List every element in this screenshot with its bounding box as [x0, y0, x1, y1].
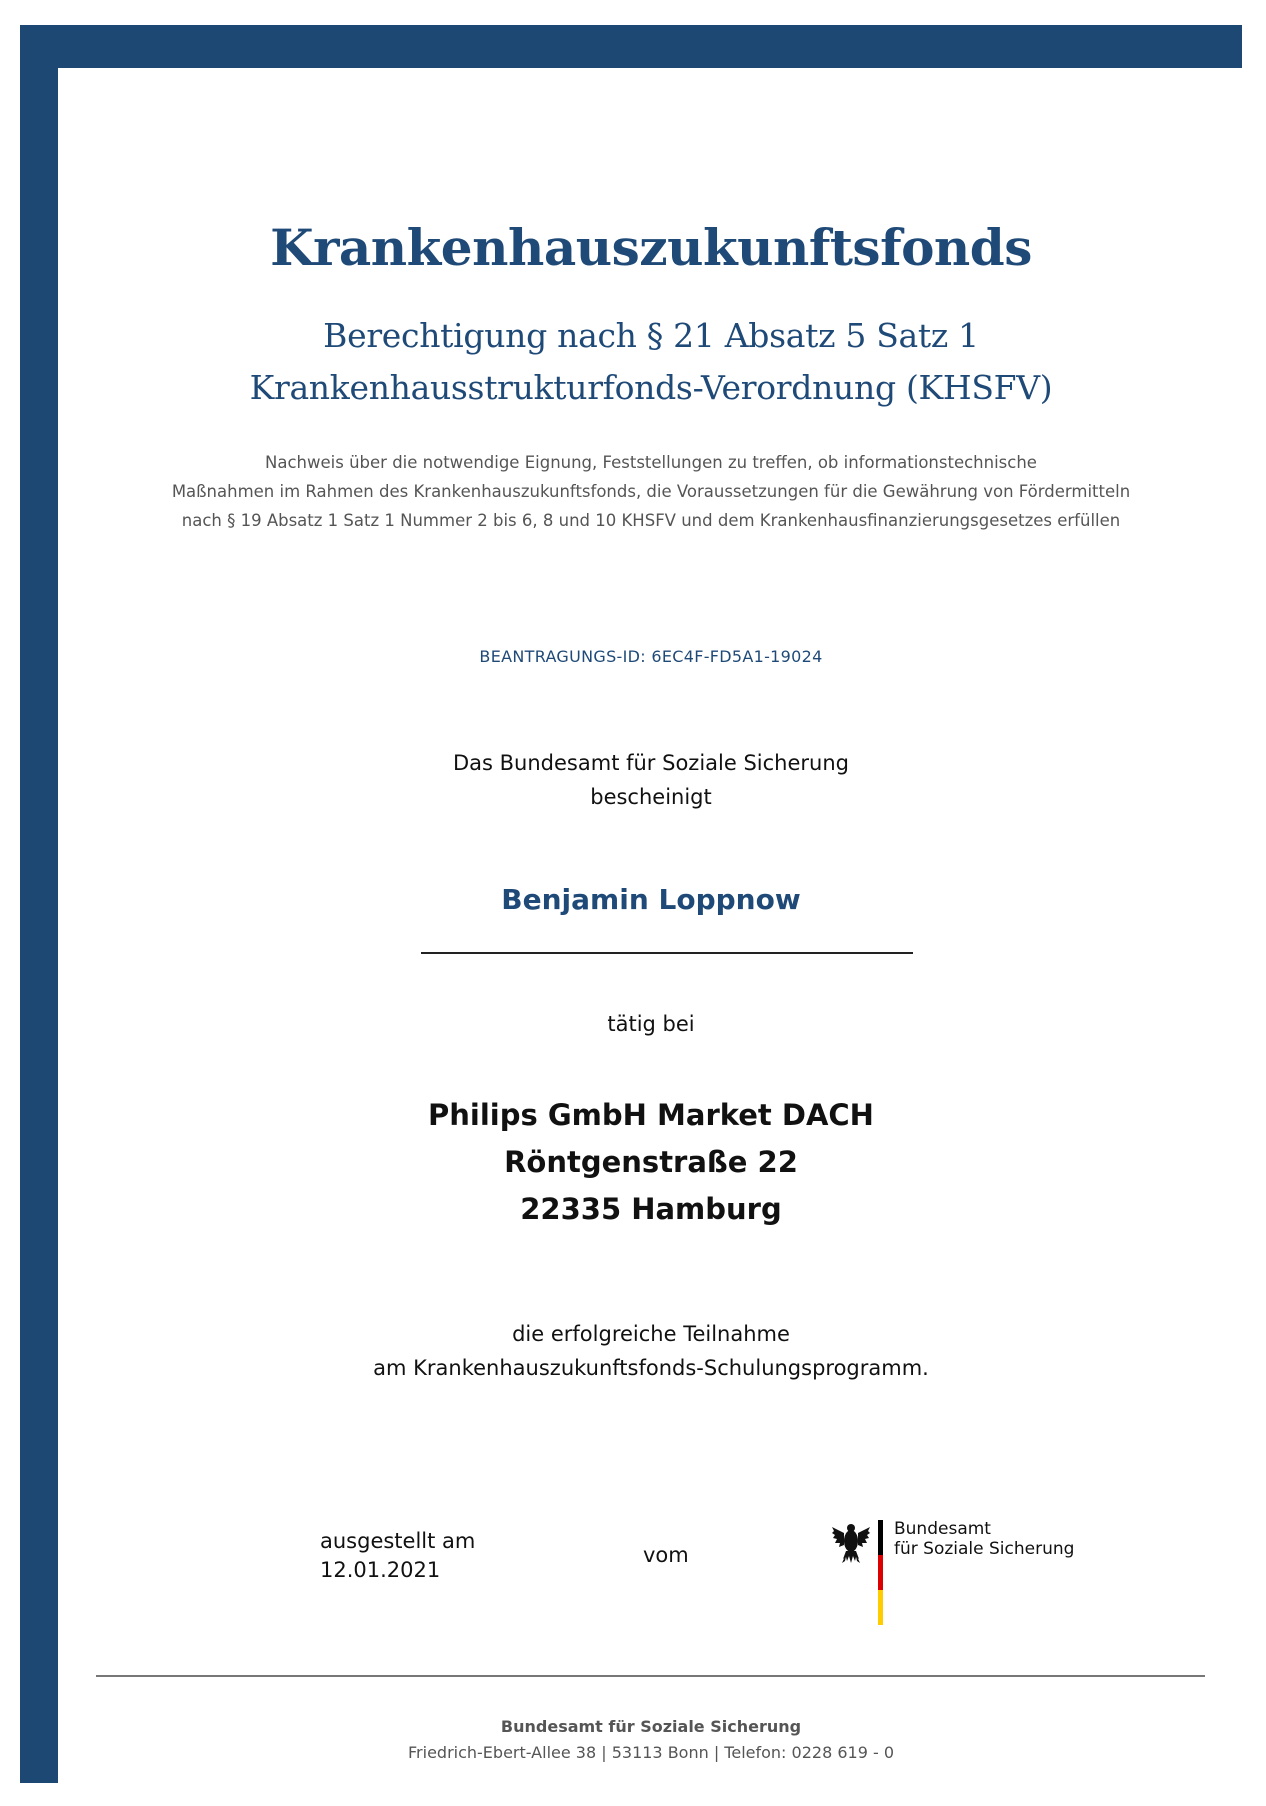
footer-address: Friedrich-Ebert-Allee 38 | 53113 Bonn | Telefon: 0228 619 - 0	[408, 1743, 894, 1762]
application-id: BEANTRAGUNGS-ID: 6EC4F-FD5A1-19024	[479, 647, 823, 666]
intro-line-1: Nachweis über die notwendige Eignung, Feststellungen zu treffen, ob informationstechnische	[265, 453, 1037, 472]
german-flag-bar	[878, 1520, 883, 1625]
flag-gold-stripe	[878, 1590, 883, 1625]
flag-red-stripe	[878, 1555, 883, 1590]
issued-label: ausgestellt am	[320, 1529, 476, 1553]
company-street: Röntgenstraße 22	[504, 1145, 798, 1179]
logo-text-line-1: Bundesamt	[894, 1519, 991, 1539]
certifies-text: bescheinigt	[590, 785, 712, 809]
federal-eagle-icon	[831, 1521, 871, 1567]
subtitle-line-2: Krankenhausstrukturfonds-Verordnung (KHSFV)	[249, 368, 1053, 407]
intro-line-3: nach § 19 Absatz 1 Satz 1 Nummer 2 bis 6, 8 und 10 KHSFV und dem Krankenhausfinanzierungsgesetzes erfüllen	[181, 511, 1121, 530]
recipient-underline	[421, 952, 913, 954]
company-name: Philips GmbH Market DACH	[428, 1098, 874, 1132]
certificate-frame	[20, 25, 1242, 1783]
logo-text-line-2: für Soziale Sicherung	[894, 1539, 1075, 1559]
company-city: 22335 Hamburg	[520, 1192, 782, 1226]
from-label: vom	[643, 1543, 689, 1567]
recipient-name: Benjamin Loppnow	[501, 883, 801, 916]
footer-organization: Bundesamt für Soziale Sicherung	[500, 1717, 802, 1736]
issuer-line: Das Bundesamt für Soziale Sicherung	[453, 751, 849, 775]
certificate-title: Krankenhauszukunftsfonds	[270, 218, 1032, 277]
flag-black-stripe	[878, 1520, 883, 1555]
issued-date: 12.01.2021	[320, 1558, 441, 1582]
intro-line-2: Maßnahmen im Rahmen des Krankenhauszukunftsfonds, die Voraussetzungen für die Gewährung von Fördermitteln	[171, 482, 1131, 501]
subtitle-line-1: Berechtigung nach § 21 Absatz 5 Satz 1	[323, 316, 979, 355]
employed-at-text: tätig bei	[607, 1012, 695, 1036]
closing-line-1: die erfolgreiche Teilnahme	[512, 1322, 790, 1346]
certificate-page	[58, 68, 1244, 1790]
closing-line-2: am Krankenhauszukunftsfonds-Schulungsprogramm.	[373, 1356, 929, 1380]
footer-divider	[96, 1675, 1205, 1677]
